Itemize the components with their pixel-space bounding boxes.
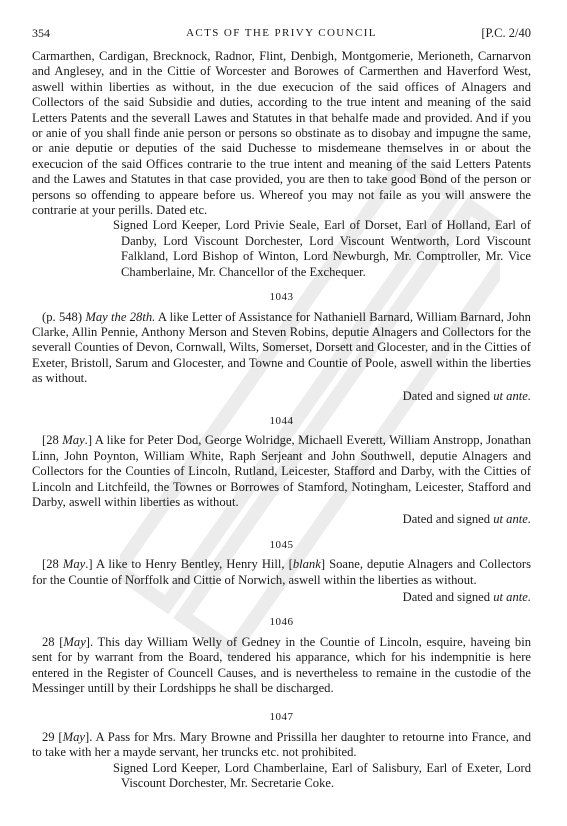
- entry-body: A like for Peter Dod, George Wolridge, Michaell Everett, William Anstropp, Jonathan Linn, John Poynton, William White, Raph Serjeant and John Southwell, deputie Alnagers and Collectors for the Counties of Lincoln, Rutland, Leicester, Stafford and Darby, with the Citties of Lincoln and Litchfeild, the Townes or Borrowes of Stamford, Notingham, Leicester, Stafford and Darby, aswell within liberties as without.: [32, 433, 531, 509]
- entry-date: May: [62, 433, 85, 448]
- entry-date: May the 28th.: [85, 309, 156, 324]
- entry-number: 1043: [269, 291, 294, 304]
- document-body: [32, 49, 531, 791]
- entry-number: 1047: [269, 711, 294, 724]
- entry-date-prefix: 29 [: [42, 729, 63, 744]
- dated-label: Dated and signed: [402, 512, 494, 527]
- dated-signed: [32, 389, 531, 404]
- dated-signed: [32, 512, 531, 527]
- entry-text: [32, 635, 531, 697]
- signatories: Signed Lord Keeper, Lord Privie Seale, Earl of Dorset, Earl of Holland, Earl of Danby, Lord Viscount Dorchester, Lord Viscount Wentworth, Lord Viscount Falkland, Lord Bishop of Winton, Lord Newburgh, Mr. Comptroller, Mr. Vice Chamberlaine, Mr. Chancellor of the Exchequer.: [113, 218, 531, 279]
- entry-date-prefix: 28 [: [42, 634, 64, 649]
- entry-date-suffix: .]: [85, 557, 93, 572]
- entry-body: A like to Henry Bentley, Henry Hill, [: [92, 557, 293, 572]
- dated-label: Dated and signed: [402, 590, 494, 604]
- blank-note: blank: [292, 557, 321, 572]
- entry-date: May: [62, 557, 86, 572]
- entry-number: 1044: [269, 414, 294, 427]
- entry-date-suffix: ].: [85, 729, 93, 744]
- entry-text: [32, 433, 531, 510]
- entry-number: 1046: [269, 616, 294, 629]
- page-header: [32, 26, 531, 42]
- entry-text: [32, 557, 531, 588]
- page-reference: (p. 548): [42, 309, 86, 324]
- entry-text: [32, 310, 531, 387]
- page-number: 354: [32, 26, 50, 40]
- entry-date-suffix: ].: [85, 634, 94, 649]
- dated-ut-ante: ut ante.: [493, 388, 531, 403]
- entry-text: [32, 730, 531, 761]
- entry-number: 1045: [269, 538, 294, 551]
- entry-body-cont: ] Soane, deputie Alnagers and Collectors for the Countie of Norffolk and Cittie of Norwich, aswell within the liberties as without.: [32, 557, 532, 587]
- entry-date-suffix: .]: [84, 433, 93, 448]
- entry-continued-text: Carmarthen, Cardigan, Brecknock, Radnor, Flint, Denbigh, Montgomerie, Merioneth, Carnarvon and Anglesey, and in the Cittie of Worcester and Borowes of Carmerthen and Haverford West, aswell within liberties as without, in the due execucion of the said offices of Alnagers and Collectors of the said Subsidie and duties, according to the true intent and meaning of the said Letters Patents and the severall Lawes and Statutes in that behalfe made and provided. And if you or anie of you shall finde anie person or persons so obstinate as to disobay and impugne the same, or anie deputie or deputies of the said Duchesse to misdemeane themselves in or about the execucion of the said Offices contrarie to the true intent and meaning of the said Letters Patents and the Lawes and Statutes in that case provided, you are then to take good Bond of the person or persons so offending to appeare before us. Whereof you may not faile as you will answere the contrarie at your perills. Dated etc.: [32, 49, 531, 218]
- entry-date: May: [63, 634, 86, 649]
- dated-ut-ante: ut ante.: [493, 590, 531, 604]
- dated-signed: [32, 590, 531, 605]
- entry-body: A like Letter of Assistance for Nathaniell Barnard, William Barnard, John Clarke, Allin Pennie, Anthony Merson and Steven Robins, deputie Alnagers and Collectors for the severall Counties of Devon, Cornwall, Wilts, Somerset, Dorsett and Glocester, and in the Citties of Exeter, Bristoll, Sarum and Glocester, and Towne and Countie of Poole, aswell within the liberties as without.: [32, 309, 531, 386]
- dated-label: Dated and signed: [402, 388, 494, 403]
- reference-code: [P.C. 2/40: [481, 26, 531, 40]
- running-title: ACTS OF THE PRIVY COUNCIL: [186, 27, 377, 39]
- signatories: Signed Lord Keeper, Lord Chamberlaine, Earl of Salisbury, Earl of Exeter, Lord Viscount Dorchester, Mr. Secretarie Coke.: [113, 760, 531, 791]
- dated-ut-ante: ut ante.: [493, 512, 531, 527]
- entry-date: May: [62, 729, 86, 744]
- entry-date-prefix: [28: [42, 433, 63, 448]
- entry-date-prefix: [28: [42, 557, 63, 572]
- entry-body: This day William Welly of Gedney in the Countie of Lincoln, esquire, haveing bin sent for by warrant from the Board, tendered his apparance, which for his indempnitie is here entered in the Register of Councell Causes, and is nevertheless to remaine in the custodie of the Messinger untill by their Lordshipps he shall be discharged.: [32, 634, 532, 696]
- entry-body: A Pass for Mrs. Mary Browne and Prissilla her daughter to retourne into France, and to take with her a mayde servant, her truncks etc. not prohibited.: [32, 729, 532, 760]
